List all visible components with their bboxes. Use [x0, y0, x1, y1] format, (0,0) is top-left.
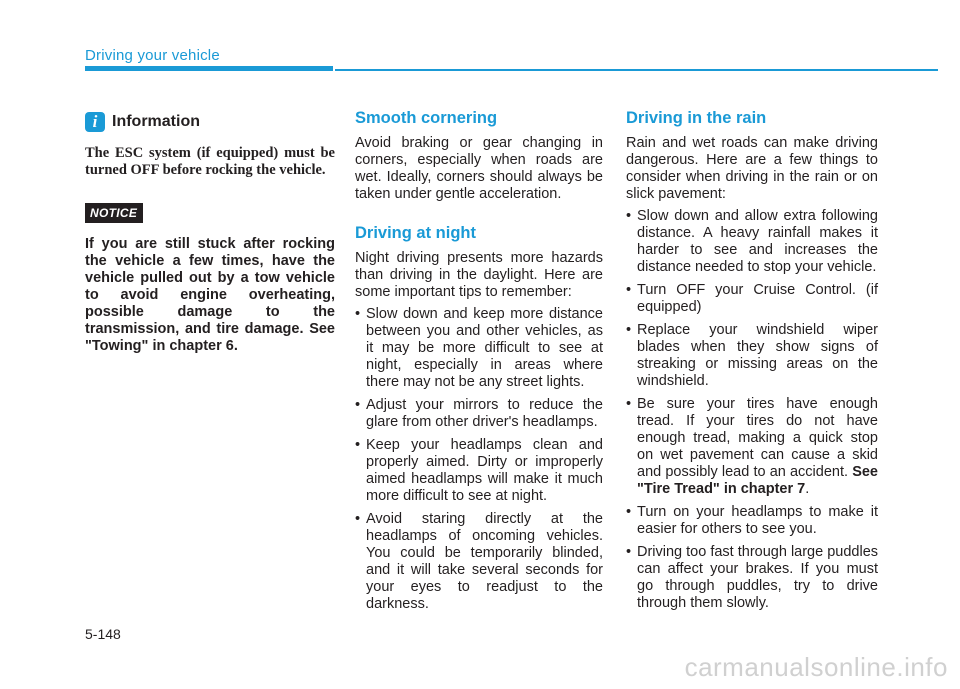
header-rule-thick	[85, 66, 333, 71]
list-item: • Adjust your mirrors to reduce the glare from other driver's headlamps.	[355, 397, 603, 431]
tire-tread-reference: See "Tire Tread" in chapter 7	[637, 464, 878, 497]
heading-driving-at-night: Driving at night	[355, 224, 476, 242]
information-text: The ESC system (if equipped) must be turned OFF before rocking the vehicle.	[85, 145, 335, 178]
notice-block	[85, 203, 335, 355]
heading-smooth-cornering: Smooth cornering	[355, 109, 498, 127]
tire-tread-text: Be sure your tires have enough tread. If your tires do not have enough tread, making a quick stop on wet pavement can cause a skid and possibly lead to an accident.	[637, 396, 878, 480]
header-rule-thin	[335, 69, 938, 71]
page-number: 5-148	[85, 626, 121, 642]
list-item: • Slow down and keep more distance between you and other vehicles, as it may be more difficult to see at night, especially in areas where there may not be any street lights.	[355, 306, 603, 391]
column-right	[626, 108, 878, 618]
column-left	[85, 108, 335, 355]
watermark: carmanualsonline.info	[684, 652, 948, 682]
column-middle	[355, 108, 603, 619]
list-item: • Avoid staring directly at the headlamps of oncoming vehicles. You could be temporarily blinded, and it will take several seconds for your eyes to readjust to the darkness.	[355, 511, 603, 613]
list-item: • Turn OFF your Cruise Control. (if equipped)	[626, 282, 878, 316]
information-title: Information	[112, 113, 200, 130]
notice-text: If you are still stuck after rocking the vehicle a few times, have the vehicle pulled out by a tow vehicle to avoid engine overheating, possible damage to the transmission, and tire damage. See "Towing" in chapter 6.	[85, 236, 335, 354]
heading-driving-in-rain: Driving in the rain	[626, 109, 767, 127]
information-icon: i	[85, 112, 105, 132]
list-item: • Replace your windshield wiper blades when they show signs of streaking or missing areas on the windshield.	[626, 322, 878, 390]
list-item: • Turn on your headlamps to make it easier for others to see you.	[626, 504, 878, 538]
list-item	[626, 396, 878, 498]
smooth-cornering-text: Avoid braking or gear changing in corners, especially when roads are wet. Ideally, corners should always be taken under gentle acceleration.	[355, 135, 603, 202]
section-title: Driving your vehicle	[85, 47, 220, 64]
driving-in-rain-intro: Rain and wet roads can make driving dangerous. Here are a few things to consider when driving in the rain or on slick pavement:	[626, 135, 878, 202]
rain-tips-list	[626, 208, 878, 612]
list-item: • Keep your headlamps clean and properly aimed. Dirty or improperly aimed headlamps will make it much more difficult to see at night.	[355, 437, 603, 505]
night-tips-list	[355, 306, 603, 613]
tire-tread-end: .	[805, 481, 810, 497]
information-header	[85, 110, 335, 134]
notice-badge: NOTICE	[85, 203, 143, 223]
list-item: • Driving too fast through large puddles can affect your brakes. If you must go through puddles, try to drive through them slowly.	[626, 544, 878, 612]
driving-at-night-intro: Night driving presents more hazards than driving in the daylight. Here are some important tips to remember:	[355, 250, 603, 300]
list-item: • Slow down and allow extra following distance. A heavy rainfall makes it harder to see and increases the distance needed to stop your vehicle.	[626, 208, 878, 276]
